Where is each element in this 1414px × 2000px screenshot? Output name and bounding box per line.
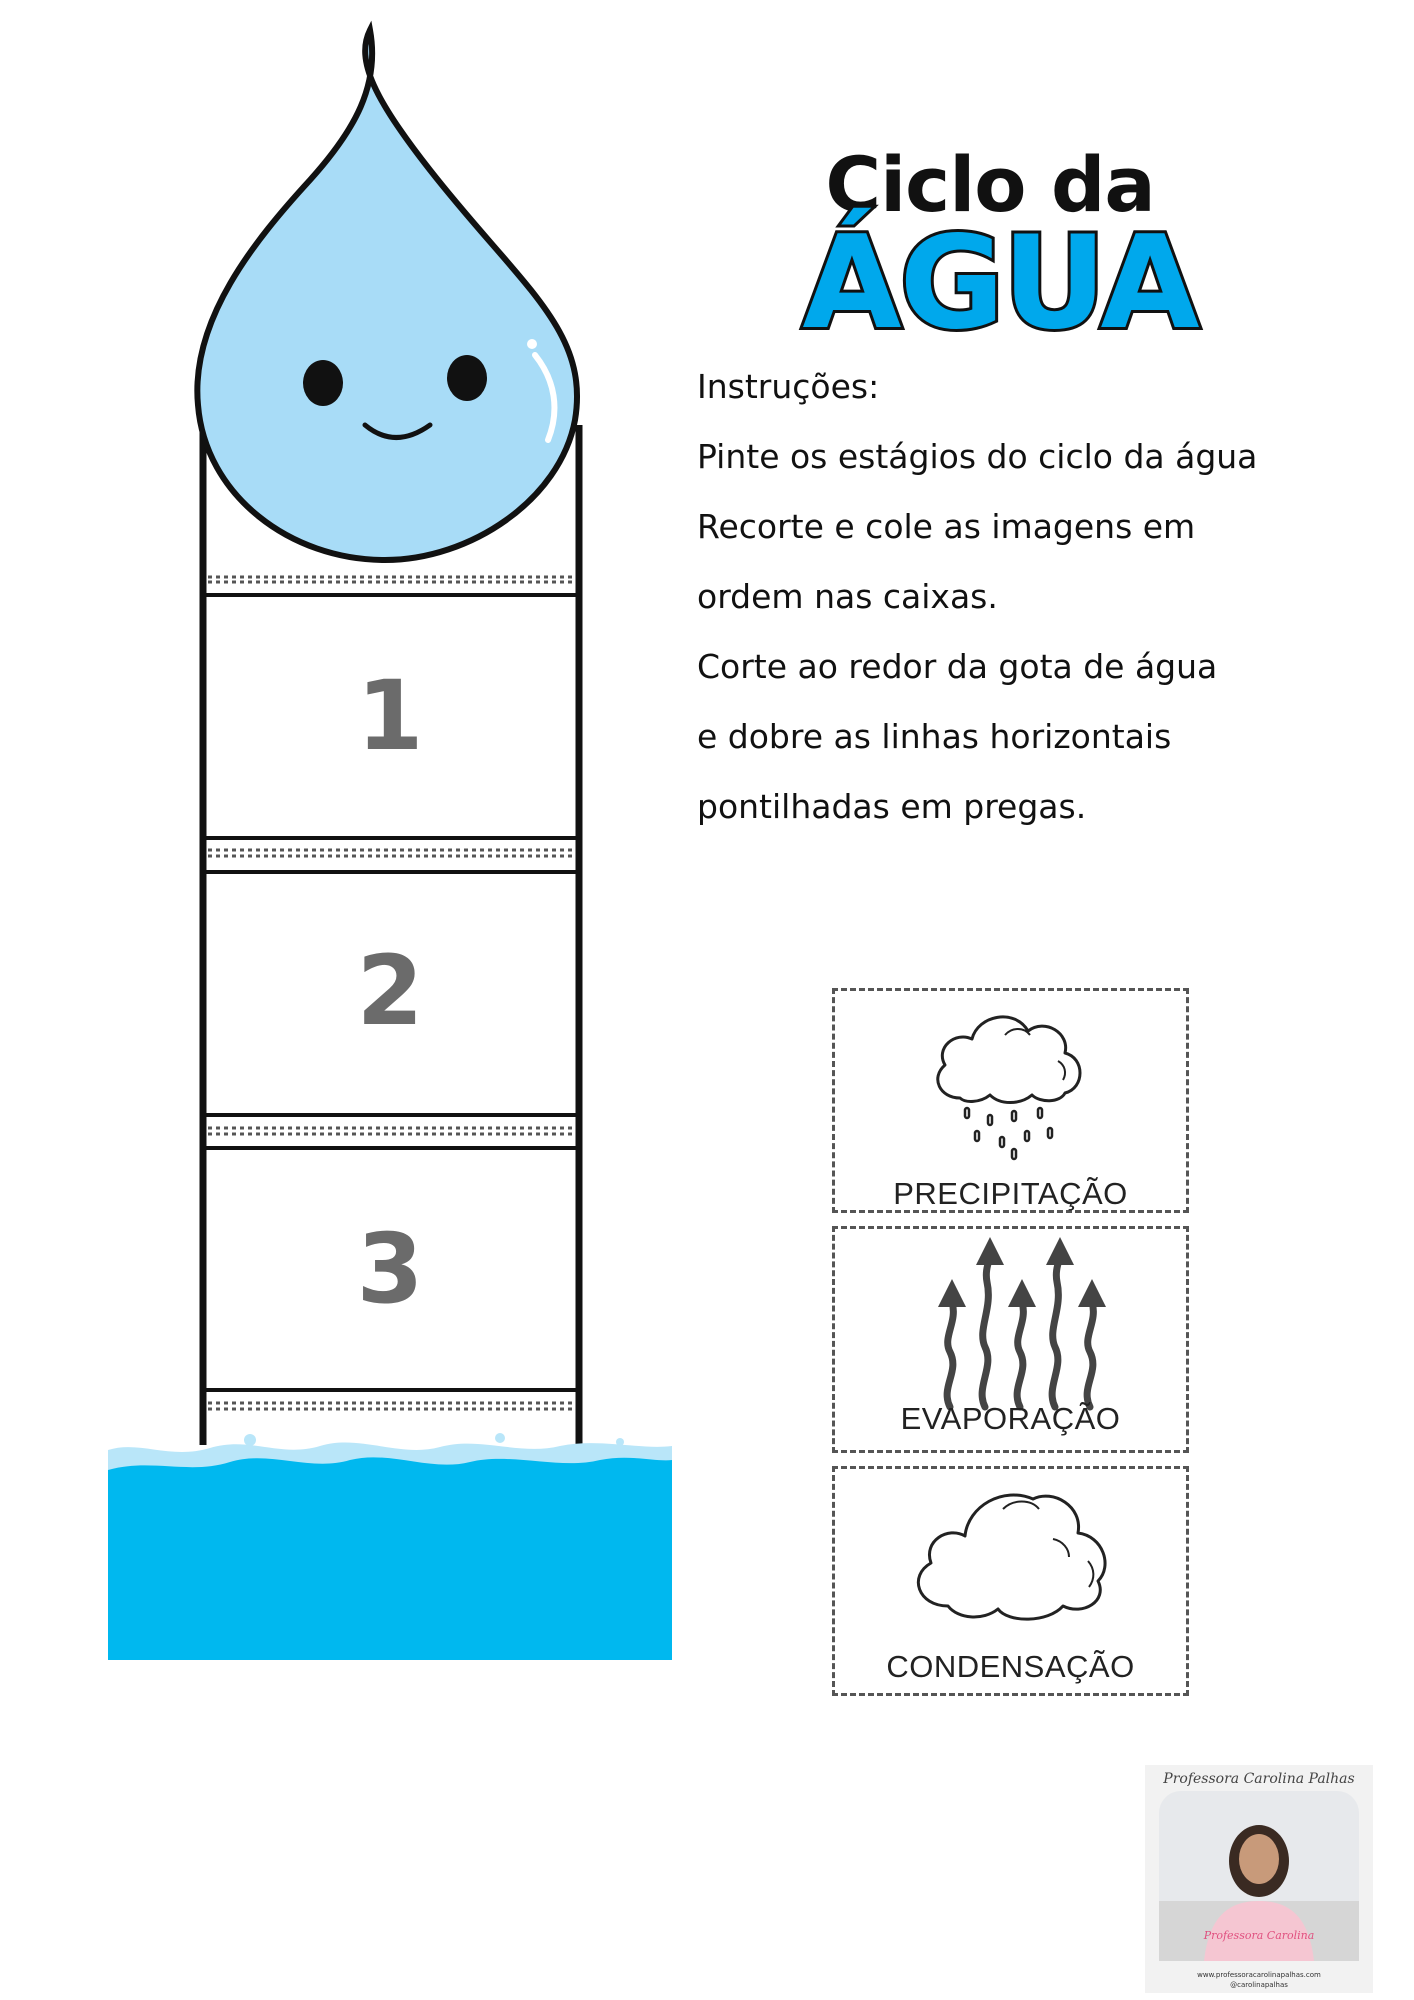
shirt-text: Professora Carolina [1203,1929,1315,1942]
card-evaporacao [832,1226,1189,1453]
evaporation-arrows-icon [920,1237,1110,1417]
logo-url: www.professoracarolinapalhas.com [1197,1971,1321,1979]
card-label: EVAPORAÇÃO [900,1401,1121,1436]
instruction-line: Recorte e cole as imagens em [697,507,1196,546]
title-line-1: Ciclo da [825,140,1155,229]
card-condensacao [832,1466,1189,1696]
logo-handle: @carolinapalhas [1230,1981,1288,1989]
card-label: PRECIPITAÇÃO [893,1176,1128,1211]
right-eye [447,355,487,401]
card-precipitacao [832,988,1189,1213]
box-number-2: 2 [356,935,424,1047]
water-drop-strip [0,0,700,1680]
instruction-line: pontilhadas em pregas. [697,787,1087,826]
left-eye [303,360,343,406]
author-photo [1159,1791,1359,1961]
box-number-3: 3 [356,1213,424,1325]
water-drop-icon [197,30,577,560]
author-logo [1145,1765,1373,1993]
cloud-icon [903,1481,1123,1631]
instruction-line: Corte ao redor da gota de água [697,647,1218,686]
instructions [697,352,1337,842]
box-number-1: 1 [356,660,424,772]
instruction-line: Pinte os estágios do ciclo da água [697,437,1258,476]
instruction-line: e dobre as linhas horizontais [697,717,1172,756]
card-label: CONDENSAÇÃO [886,1649,1135,1684]
instruction-line: ordem nas caixas. [697,577,998,616]
rain-cloud-icon [920,1003,1100,1163]
title-line-2: ÁGUA [802,209,1198,358]
logo-title: Professora Carolina Palhas [1163,1771,1355,1787]
instructions-heading: Instruções: [697,367,880,406]
